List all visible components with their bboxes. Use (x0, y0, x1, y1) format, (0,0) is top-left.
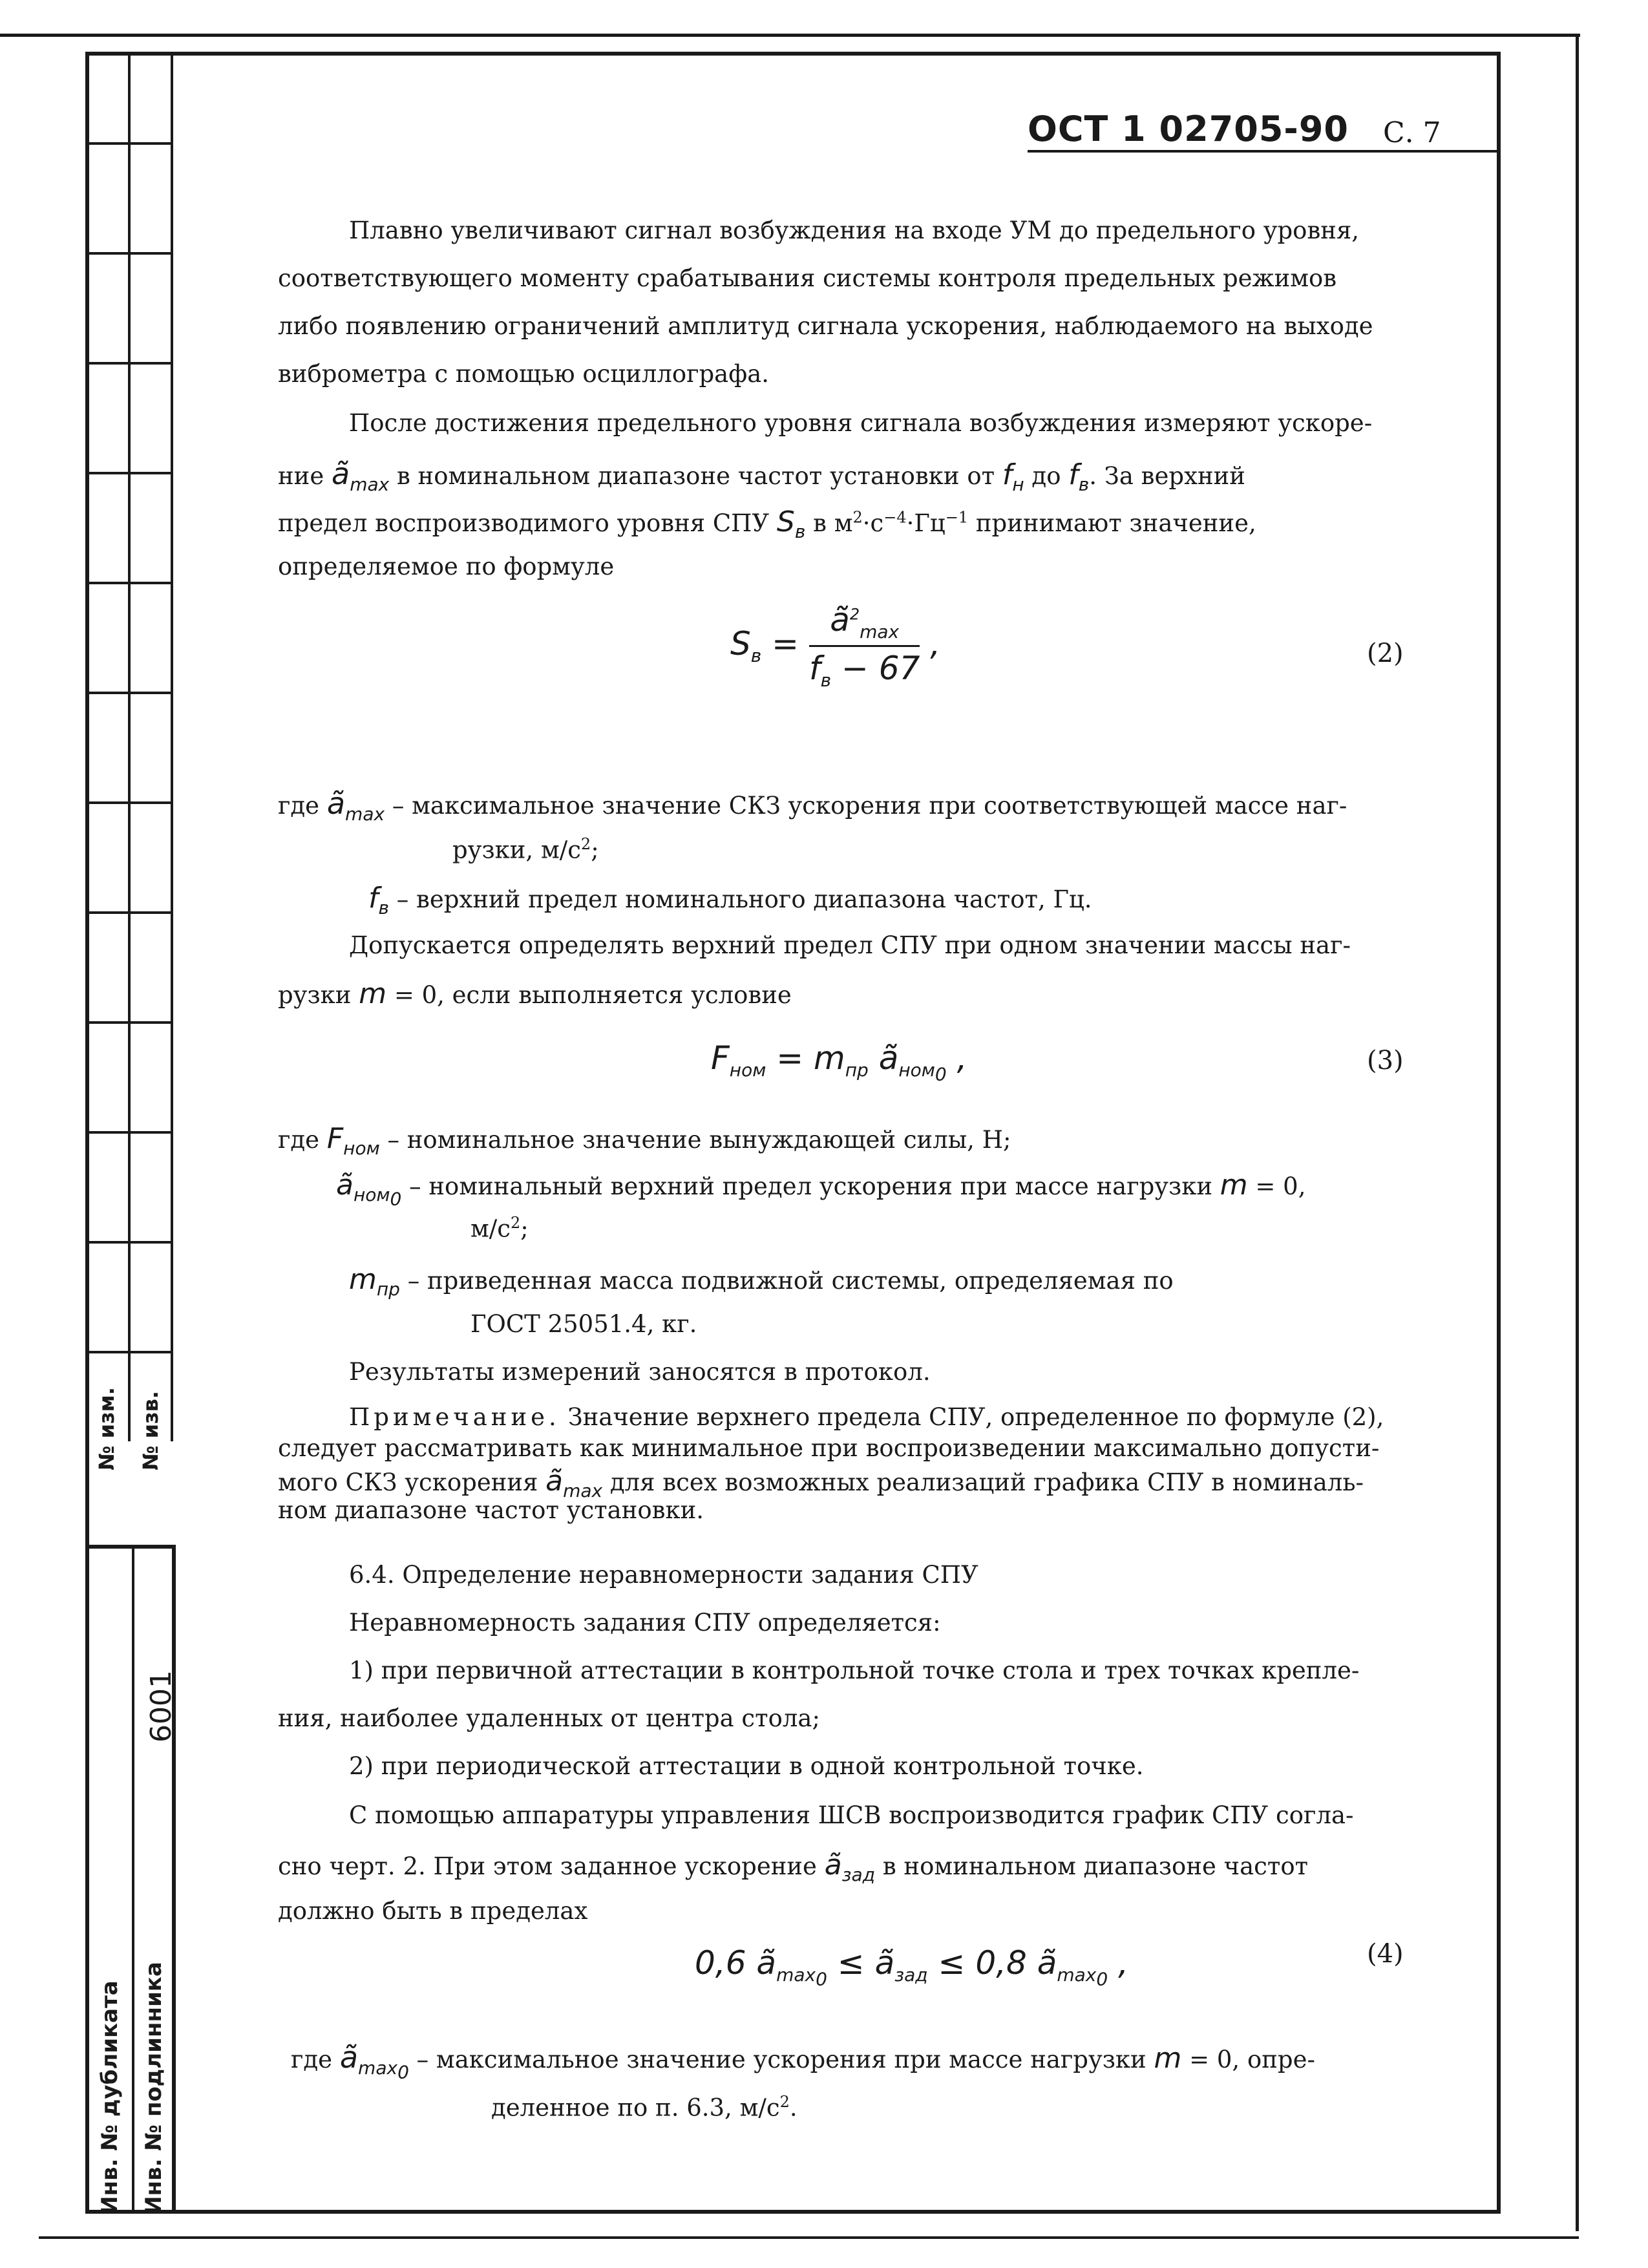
sheet-border-right (1576, 34, 1579, 2231)
note-line: Примечание. Значение верхнего предела СПУ, определенное по формуле (2), (349, 1403, 1384, 1431)
text-line: где $ã_{max}$ – максимальное значение СКЗ ускорения при соответствующей массе наг- (278, 786, 1347, 825)
note-heading: Примечание. (349, 1403, 560, 1431)
page-number: С. 7 (1383, 116, 1441, 149)
text-line: рузки m = 0, если выполняется условие (278, 977, 792, 1010)
text-line: предел воспроизводимого уровня СПУ $S_в$ в $м^2\cdot с^{-4}\cdot Гц^{-1}$ принимают значение, (278, 505, 1256, 542)
text-line: рузки, $м/с^2$; (452, 835, 599, 864)
text-line: Результаты измерений заносятся в протокол. (349, 1358, 931, 1386)
note-line: мого СКЗ ускорения $ã_{max}$ для всех возможных реализаций графика СПУ в номиналь- (278, 1465, 1364, 1501)
label-inv-podlinnika: Инв. № подлинника (141, 1962, 167, 2214)
text-line: деленное по п. 6.3, $м/с^2$. (491, 2093, 798, 2122)
header-rule (1028, 150, 1499, 153)
text-line: $ã_{ном_0}$ – номинальный верхний предел ускорения при массе нагрузки m = 0, (336, 1169, 1306, 1210)
section-heading: 6.4. Определение неравномерности задания СПУ (349, 1561, 978, 1589)
text-line: сно черт. 2. При этом заданное ускорение $ã_{зад}$ в номинальном диапазоне частот (278, 1849, 1309, 1885)
equation-4-number: (4) (1367, 1939, 1404, 1969)
list-item: 2) при периодической аттестации в одной контрольной точке. (349, 1752, 1144, 1780)
text-line: После достижения предельного уровня сигнала возбуждения измеряют ускоре- (349, 409, 1373, 437)
text-line: либо появлению ограничений амплитуд сигнала ускорения, наблюдаемого на выходе (278, 312, 1373, 340)
inventory-number: 6001 (145, 1670, 178, 1743)
margin-inventory-strip (85, 1545, 176, 2214)
text-line: определяемое по формуле (278, 553, 615, 580)
document-code: ОСТ 1 02705-90 (1028, 109, 1349, 149)
note-line: ном диапазоне частот установки. (278, 1496, 704, 1524)
equation-3-number: (3) (1367, 1046, 1404, 1076)
text-line: ГОСТ 25051.4, кг. (470, 1310, 697, 1338)
text-line: ние $ã_{max}$ в номинальном диапазоне частот установки от $f_н$ до $f_в$. За верхний (278, 456, 1245, 496)
text-line: где $ã_{max_0}$ – максимальное значение ускорения при массе нагрузки m = 0, опре- (291, 2040, 1315, 2083)
text-line: Неравномерность задания СПУ определяется: (349, 1609, 941, 1637)
list-item: ния, наиболее удаленных от центра стола; (278, 1704, 820, 1732)
list-item: 1) при первичной аттестации в контрольной точке стола и трех точках крепле- (349, 1657, 1360, 1684)
text-line: должно быть в пределах (278, 1897, 588, 1925)
text-line: $м/с^2$; (470, 1214, 529, 1243)
label-izv: № изв. (138, 1390, 163, 1470)
text-line: где $F_{ном}$ – номинальное значение вынуждающей силы, Н; (278, 1122, 1011, 1159)
equation-2: $S_в$ = $\frac{ã^2_{max}}{f_в - 67}$ , (730, 601, 941, 691)
sheet-border-top (0, 34, 1580, 37)
text-line: С помощью аппаратуры управления ШСВ воспроизводится график СПУ согла- (349, 1801, 1354, 1829)
label-inv-dublikata: Инв. № дубликата (97, 1980, 123, 2214)
text-line: Плавно увеличивают сигнал возбуждения на входе УМ до предельного уровня, (349, 217, 1360, 244)
text-line: виброметра с помощью осциллографа. (278, 360, 770, 388)
equation-2-number: (2) (1367, 639, 1404, 668)
note-line: следует рассматривать как минимальное при воспроизведении максимально допусти- (278, 1434, 1380, 1462)
equation-3: $F_{ном} = m_{пр}$ $ã_{ном_0}$ , (711, 1039, 967, 1085)
sheet-border-bottom (39, 2236, 1579, 2239)
equation-4: 0,6 $ã_{max_0}$ ≤ $ã_{зад} \le 0,8$ $ã_{max_0}$ , (695, 1944, 1129, 1990)
text-line: $f_в$ – верхний предел номинального диапазона частот, Гц. (368, 882, 1092, 918)
text-line: $m_{пр}$ – приведенная масса подвижной системы, определяемая по (349, 1263, 1174, 1300)
label-izm: № изм. (94, 1387, 119, 1470)
margin-revision-strip (85, 52, 173, 1470)
text-line: соответствующего моменту срабатывания системы контроля предельных режимов (278, 264, 1337, 292)
text-line: Допускается определять верхний предел СПУ при одном значении массы наг- (349, 931, 1351, 959)
